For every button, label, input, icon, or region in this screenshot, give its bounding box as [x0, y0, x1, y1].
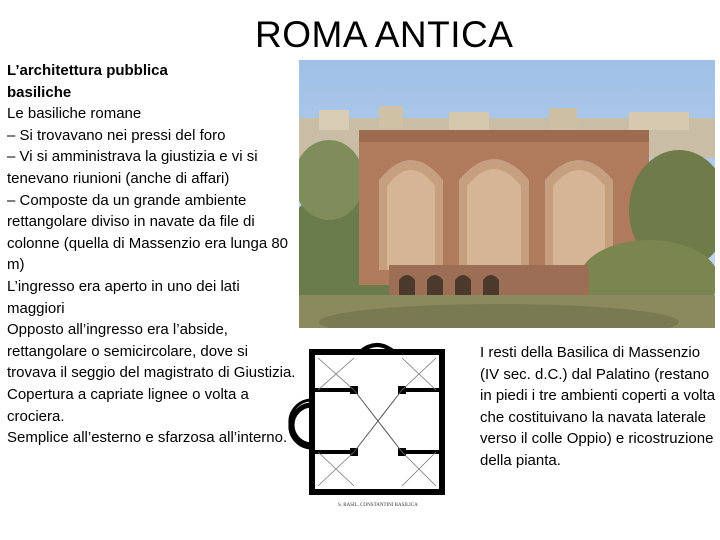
slide-title: ROMA ANTICA	[255, 14, 514, 55]
body-line: Copertura a capriate lignee o volta a crociera.	[7, 385, 249, 425]
body-line: – Composte da un grande ambiente rettangolare diviso in navate da file di colonne (quella di Massenzio era lunga 80 m)	[7, 191, 289, 274]
body-line: – Vi si amministrava la giustizia e vi si tenevano riunioni (anche di affari)	[7, 148, 258, 187]
body-line: – Si trovavano nei pressi del foro	[7, 126, 226, 144]
body-line: basiliche	[7, 83, 72, 101]
photo-caption: I resti della Basilica di Massenzio (IV sec. d.C.) dal Palatino (restano in piedi i tre ambienti coperti a volta che costituivano la navata laterale verso il colle Oppio) e ricostruzione della pianta.	[480, 344, 716, 469]
body-line: Opposto all’ingresso era l’abside, rettangolare o semicircolare, dove si trovava il seggio del magistrato di Giustizia.	[7, 321, 296, 382]
body-text	[7, 60, 297, 449]
basilica-floor-plan	[278, 340, 478, 510]
body-line: L’architettura pubblica	[7, 62, 168, 79]
body-line: Semplice all’esterno e sfarzosa all’interno.	[7, 429, 288, 447]
plan-label: S. BASIL. CONSTANTINI BASILICA	[338, 503, 418, 508]
basilica-photo	[299, 60, 715, 328]
body-line: L’ingresso era aperto in uno dei lati maggiori	[7, 277, 240, 317]
body-line: Le basiliche romane	[7, 105, 142, 123]
